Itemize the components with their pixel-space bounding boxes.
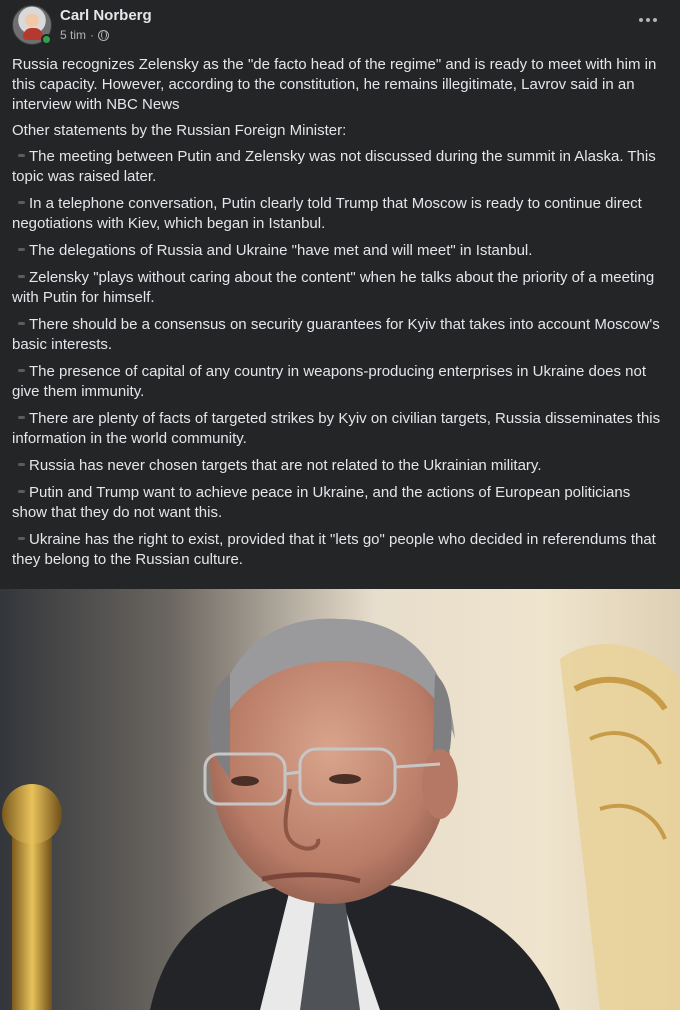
post-photo-illustration <box>0 589 680 1010</box>
post-subtitle: Other statements by the Russian Foreign Minister: <box>12 122 347 139</box>
more-horizontal-icon <box>639 18 643 22</box>
list-item: Ukraine has the right to exist, provided that it "lets go" people who decided in referendums that they belong to the Russian culture. <box>12 531 656 568</box>
dash-bullet-icon <box>18 463 25 466</box>
list-item: Zelensky "plays without caring about the content" when he talks about the priority of a meeting with Putin for himself. <box>12 269 655 306</box>
post-timestamp[interactable]: 5 tim <box>60 28 87 42</box>
list-item: There are plenty of facts of targeted strikes by Kyiv on civilian targets, Russia disseminates this information in the world community. <box>12 410 661 447</box>
statement-list <box>12 147 668 570</box>
dash-bullet-icon <box>18 154 25 157</box>
list-item: The delegations of Russia and Ukraine "have met and will meet" in Istanbul. <box>12 241 668 261</box>
post-photo[interactable] <box>0 589 680 1010</box>
list-item: Putin and Trump want to achieve peace in Ukraine, and the actions of European politicians show that they do not want this. <box>12 484 631 521</box>
online-status-dot <box>41 34 52 45</box>
post-text <box>0 55 680 570</box>
globe-icon[interactable] <box>98 30 109 41</box>
list-item: Russia has never chosen targets that are not related to the Ukrainian military. <box>12 456 668 476</box>
meta-separator: · <box>90 28 95 42</box>
dash-bullet-icon <box>18 322 25 325</box>
dash-bullet-icon <box>18 369 25 372</box>
more-options-button[interactable] <box>636 10 660 30</box>
dash-bullet-icon <box>18 416 25 419</box>
list-item: The meeting between Putin and Zelensky was not discussed during the summit in Alaska. This topic was raised later. <box>12 148 656 185</box>
dash-bullet-icon <box>18 201 25 204</box>
dash-bullet-icon <box>18 275 25 278</box>
author-name[interactable]: Carl Norberg <box>60 7 152 24</box>
post-header <box>0 0 680 52</box>
dash-bullet-icon <box>18 537 25 540</box>
post-meta <box>60 28 109 42</box>
dash-bullet-icon <box>18 490 25 493</box>
list-item: In a telephone conversation, Putin clearly told Trump that Moscow is ready to continue direct negotiations with Kiev, which began in Istanbul. <box>12 195 642 232</box>
post-intro: Russia recognizes Zelensky as the "de facto head of the regime" and is ready to meet with him in this capacity. However, according to the constitution, he remains illegitimate, Lavrov said in an interview with NBC News <box>12 56 657 113</box>
dash-bullet-icon <box>18 248 25 251</box>
list-item: The presence of capital of any country in weapons-producing enterprises in Ukraine does not give them immunity. <box>12 363 647 400</box>
list-item: There should be a consensus on security guarantees for Kyiv that takes into account Moscow's basic interests. <box>12 316 660 353</box>
